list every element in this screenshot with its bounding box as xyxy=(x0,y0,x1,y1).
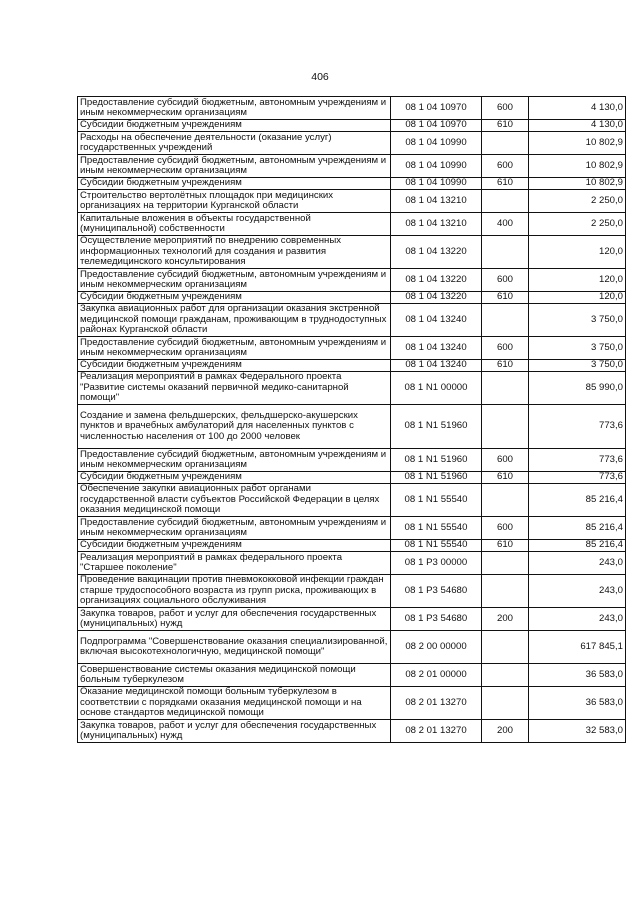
table-row xyxy=(78,292,626,304)
table-row xyxy=(78,608,626,631)
table-row xyxy=(78,449,626,472)
row-code-cell: 08 1 04 13220 xyxy=(391,236,482,269)
row-name-cell: Расходы на обеспечение деятельности (оказание услуг) государственных учреждений xyxy=(78,132,391,155)
row-name-cell: Подпрограмма "Совершенствование оказания специализированной, включая высокотехнологичную, медицинской помощи" xyxy=(78,631,391,664)
row-type-cell: 600 xyxy=(482,97,529,120)
row-name-cell: Субсидии бюджетным учреждениям xyxy=(78,360,391,372)
row-sum-cell: 10 802,9 xyxy=(529,155,626,178)
row-sum-cell: 4 130,0 xyxy=(529,120,626,132)
row-name-cell: Предоставление субсидий бюджетным, автономным учреждениям и иным некоммерческим организациям xyxy=(78,337,391,360)
row-sum-cell: 773,6 xyxy=(529,405,626,449)
row-name-cell: Строительство вертолётных площадок при медицинских организациях на территории Курганской области xyxy=(78,190,391,213)
row-type-cell xyxy=(482,236,529,269)
row-code-cell: 08 1 N1 51960 xyxy=(391,472,482,484)
row-sum-cell: 120,0 xyxy=(529,292,626,304)
row-sum-cell: 243,0 xyxy=(529,552,626,575)
row-code-cell: 08 1 N1 55540 xyxy=(391,517,482,540)
row-sum-cell: 120,0 xyxy=(529,236,626,269)
row-code-cell: 08 1 04 13210 xyxy=(391,190,482,213)
budget-table xyxy=(77,96,626,743)
table-row xyxy=(78,575,626,608)
row-name-cell: Обеспечение закупки авиационных работ органами государственной власти субъектов Российской Федерации в целях оказания медицинской помощи xyxy=(78,484,391,517)
row-code-cell: 08 1 04 10990 xyxy=(391,132,482,155)
table-row xyxy=(78,631,626,664)
row-type-cell: 600 xyxy=(482,449,529,472)
row-code-cell: 08 1 P3 54680 xyxy=(391,608,482,631)
table-row xyxy=(78,97,626,120)
row-name-cell: Оказание медицинской помощи больным туберкулезом в соответствии с порядками оказания медицинской помощи и на основе стандартов медицинской помощи xyxy=(78,687,391,720)
row-sum-cell: 2 250,0 xyxy=(529,213,626,236)
row-code-cell: 08 1 04 13220 xyxy=(391,269,482,292)
row-code-cell: 08 1 04 13240 xyxy=(391,337,482,360)
row-name-cell: Субсидии бюджетным учреждениям xyxy=(78,178,391,190)
row-sum-cell: 10 802,9 xyxy=(529,132,626,155)
table-row xyxy=(78,720,626,743)
row-code-cell: 08 1 04 13220 xyxy=(391,292,482,304)
row-name-cell: Субсидии бюджетным учреждениям xyxy=(78,292,391,304)
row-name-cell: Реализация мероприятий в рамках федерального проекта "Старшее поколение" xyxy=(78,552,391,575)
table-row xyxy=(78,190,626,213)
row-type-cell: 600 xyxy=(482,337,529,360)
table-row xyxy=(78,120,626,132)
row-type-cell: 600 xyxy=(482,517,529,540)
row-code-cell: 08 1 04 13210 xyxy=(391,213,482,236)
row-name-cell: Предоставление субсидий бюджетным, автономным учреждениям и иным некоммерческим организациям xyxy=(78,449,391,472)
row-name-cell: Субсидии бюджетным учреждениям xyxy=(78,472,391,484)
row-sum-cell: 617 845,1 xyxy=(529,631,626,664)
table-row xyxy=(78,155,626,178)
row-type-cell: 610 xyxy=(482,472,529,484)
row-code-cell: 08 1 N1 00000 xyxy=(391,372,482,405)
row-sum-cell: 85 216,4 xyxy=(529,540,626,552)
row-type-cell xyxy=(482,405,529,449)
row-name-cell: Совершенствование системы оказания медицинской помощи больным туберкулезом xyxy=(78,664,391,687)
row-type-cell: 610 xyxy=(482,120,529,132)
row-name-cell: Субсидии бюджетным учреждениям xyxy=(78,120,391,132)
row-name-cell: Закупка товаров, работ и услуг для обеспечения государственных (муниципальных) нужд xyxy=(78,608,391,631)
row-type-cell xyxy=(482,575,529,608)
row-code-cell: 08 1 N1 51960 xyxy=(391,449,482,472)
row-type-cell xyxy=(482,664,529,687)
table-row xyxy=(78,360,626,372)
row-code-cell: 08 2 01 13270 xyxy=(391,687,482,720)
row-code-cell: 08 1 04 13240 xyxy=(391,360,482,372)
row-sum-cell: 36 583,0 xyxy=(529,687,626,720)
row-code-cell: 08 1 N1 51960 xyxy=(391,405,482,449)
row-name-cell: Предоставление субсидий бюджетным, автономным учреждениям и иным некоммерческим организациям xyxy=(78,517,391,540)
row-name-cell: Создание и замена фельдшерских, фельдшерско-акушерских пунктов и врачебных амбулаторий для населенных пунктов с численностью населения от 100 до 2000 человек xyxy=(78,405,391,449)
row-type-cell: 610 xyxy=(482,292,529,304)
table-row xyxy=(78,132,626,155)
row-code-cell: 08 1 04 10990 xyxy=(391,155,482,178)
row-sum-cell: 85 216,4 xyxy=(529,484,626,517)
row-type-cell xyxy=(482,372,529,405)
row-type-cell: 200 xyxy=(482,608,529,631)
row-sum-cell: 85 990,0 xyxy=(529,372,626,405)
row-name-cell: Предоставление субсидий бюджетным, автономным учреждениям и иным некоммерческим организациям xyxy=(78,155,391,178)
table-row xyxy=(78,372,626,405)
row-type-cell: 400 xyxy=(482,213,529,236)
row-type-cell xyxy=(482,132,529,155)
row-name-cell: Предоставление субсидий бюджетным, автономным учреждениям и иным некоммерческим организациям xyxy=(78,97,391,120)
row-code-cell: 08 1 N1 55540 xyxy=(391,484,482,517)
row-type-cell xyxy=(482,631,529,664)
table-row xyxy=(78,517,626,540)
row-type-cell: 600 xyxy=(482,269,529,292)
row-type-cell: 610 xyxy=(482,360,529,372)
row-type-cell: 200 xyxy=(482,720,529,743)
table-row xyxy=(78,304,626,337)
row-sum-cell: 32 583,0 xyxy=(529,720,626,743)
table-row xyxy=(78,337,626,360)
row-sum-cell: 3 750,0 xyxy=(529,360,626,372)
row-code-cell: 08 1 N1 55540 xyxy=(391,540,482,552)
row-type-cell: 610 xyxy=(482,540,529,552)
row-sum-cell: 243,0 xyxy=(529,608,626,631)
row-type-cell xyxy=(482,552,529,575)
row-name-cell: Закупка авиационных работ для организации оказания экстренной медицинской помощи гражданам, проживающим в труднодоступных районах Курганской области xyxy=(78,304,391,337)
row-sum-cell: 10 802,9 xyxy=(529,178,626,190)
row-sum-cell: 3 750,0 xyxy=(529,304,626,337)
row-name-cell: Проведение вакцинации против пневмококковой инфекции граждан старше трудоспособного возраста из групп риска, проживающих в организациях социального обслуживания xyxy=(78,575,391,608)
row-code-cell: 08 1 04 10970 xyxy=(391,97,482,120)
table-row xyxy=(78,236,626,269)
row-name-cell: Закупка товаров, работ и услуг для обеспечения государственных (муниципальных) нужд xyxy=(78,720,391,743)
row-code-cell: 08 2 01 13270 xyxy=(391,720,482,743)
row-code-cell: 08 2 00 00000 xyxy=(391,631,482,664)
row-sum-cell: 243,0 xyxy=(529,575,626,608)
table-row xyxy=(78,540,626,552)
row-sum-cell: 3 750,0 xyxy=(529,337,626,360)
table-row xyxy=(78,552,626,575)
table-row xyxy=(78,664,626,687)
table-row xyxy=(78,269,626,292)
row-code-cell: 08 1 04 10970 xyxy=(391,120,482,132)
row-sum-cell: 2 250,0 xyxy=(529,190,626,213)
budget-table-body xyxy=(78,97,626,743)
row-type-cell xyxy=(482,190,529,213)
row-code-cell: 08 2 01 00000 xyxy=(391,664,482,687)
row-type-cell xyxy=(482,304,529,337)
row-name-cell: Реализация мероприятий в рамках Федерального проекта "Развитие системы оказаний первичной медико-санитарной помощи" xyxy=(78,372,391,405)
table-row xyxy=(78,405,626,449)
row-type-cell: 610 xyxy=(482,178,529,190)
row-sum-cell: 85 216,4 xyxy=(529,517,626,540)
row-name-cell: Осуществление мероприятий по внедрению современных информационных технологий для создания и развития телемедицинского консультирования xyxy=(78,236,391,269)
row-name-cell: Капитальные вложения в объекты государственной (муниципальной) собственности xyxy=(78,213,391,236)
table-row xyxy=(78,213,626,236)
row-name-cell: Предоставление субсидий бюджетным, автономным учреждениям и иным некоммерческим организациям xyxy=(78,269,391,292)
table-row xyxy=(78,687,626,720)
row-code-cell: 08 1 04 10990 xyxy=(391,178,482,190)
row-sum-cell: 773,6 xyxy=(529,449,626,472)
page-number: 406 xyxy=(311,71,329,83)
row-name-cell: Субсидии бюджетным учреждениям xyxy=(78,540,391,552)
row-code-cell: 08 1 04 13240 xyxy=(391,304,482,337)
row-code-cell: 08 1 P3 54680 xyxy=(391,575,482,608)
row-code-cell: 08 1 P3 00000 xyxy=(391,552,482,575)
row-type-cell xyxy=(482,484,529,517)
table-row xyxy=(78,484,626,517)
row-sum-cell: 773,6 xyxy=(529,472,626,484)
row-sum-cell: 36 583,0 xyxy=(529,664,626,687)
row-type-cell: 600 xyxy=(482,155,529,178)
row-type-cell xyxy=(482,687,529,720)
row-sum-cell: 4 130,0 xyxy=(529,97,626,120)
table-row xyxy=(78,178,626,190)
row-sum-cell: 120,0 xyxy=(529,269,626,292)
table-row xyxy=(78,472,626,484)
